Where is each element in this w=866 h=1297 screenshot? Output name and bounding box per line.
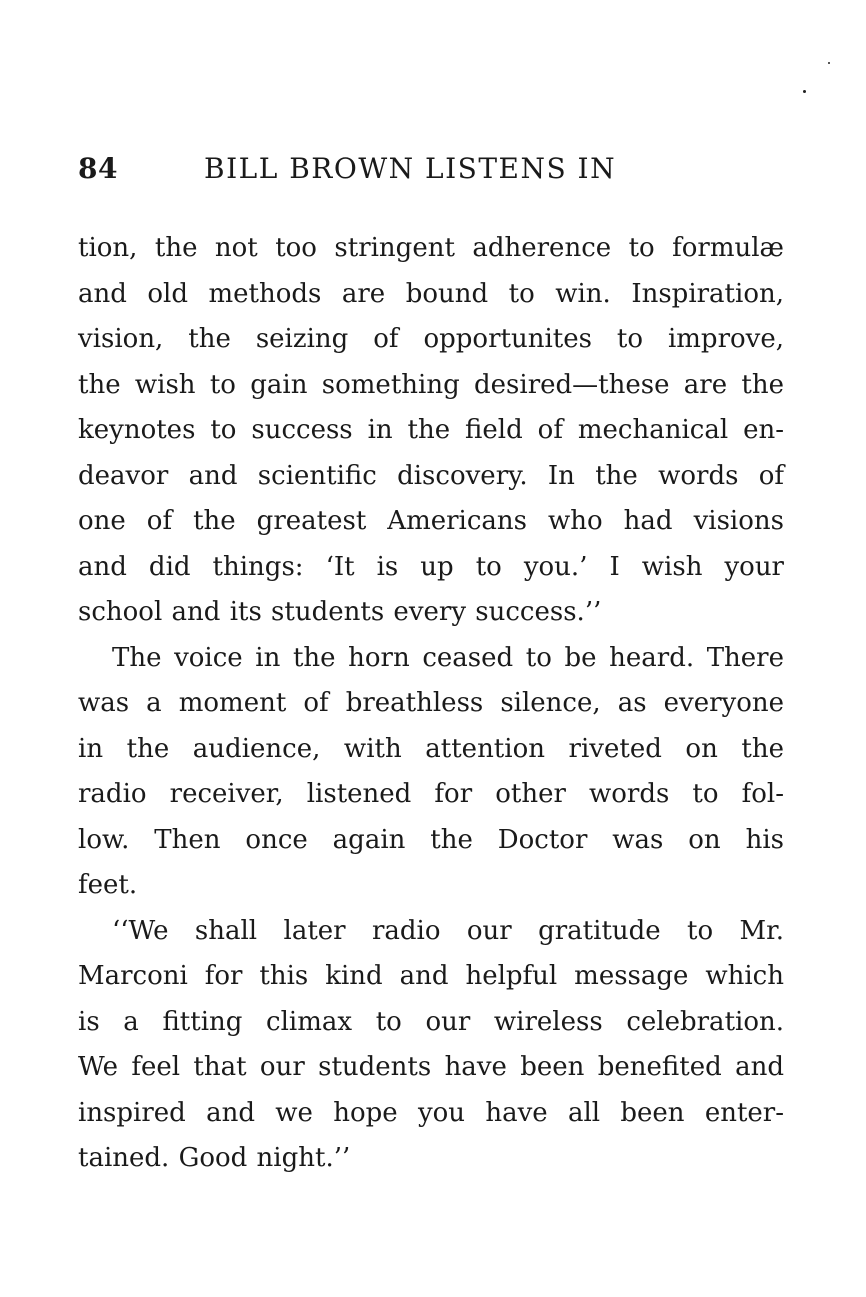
text-line: school and its students every success.’’ [78, 597, 602, 627]
text-line: low. Then once again the Doctor was on his [78, 824, 784, 855]
text-line: the wish to gain something desired—these are the [78, 369, 784, 400]
text-line: tained. Good night.’’ [78, 1143, 351, 1173]
text-line: in the audience, with attention riveted on the [78, 733, 784, 764]
text-line: radio receiver, listened for other words to fol- [78, 779, 784, 809]
text-line: and did things: ‘It is up to you.’ I wish your [78, 551, 784, 582]
text-line: feet. [78, 870, 138, 900]
text-line: was a moment of breathless silence, as everyone [78, 688, 784, 718]
text-line: Marconi for this kind and helpful message which [78, 961, 784, 991]
text-line: tion, the not too stringent adherence to formulæ [78, 233, 784, 263]
text-line: one of the greatest Americans who had visions [78, 506, 784, 536]
text-line: ‘‘We shall later radio our gratitude to Mr. [112, 915, 784, 946]
text-line: vision, the seizing of opportunites to improve, [78, 324, 784, 354]
text-line: deavor and scientific discovery. In the words of [78, 460, 784, 491]
page-number: 84 [78, 152, 118, 185]
text-line: and old methods are bound to win. Inspiration, [78, 278, 784, 309]
running-title: BILL BROWN LISTENS IN [204, 152, 617, 185]
print-speck [828, 62, 830, 64]
text-line: We feel that our students have been benefited and [78, 1052, 784, 1082]
page-header [78, 152, 788, 196]
text-line: inspired and we hope you have all been enter- [78, 1097, 784, 1128]
body-text [78, 226, 784, 1182]
print-speck [803, 90, 806, 93]
text-line: is a fitting climax to our wireless celebration. [78, 1006, 784, 1037]
text-line: keynotes to success in the field of mechanical en- [78, 415, 784, 445]
text-line: The voice in the horn ceased to be heard. There [112, 642, 784, 673]
